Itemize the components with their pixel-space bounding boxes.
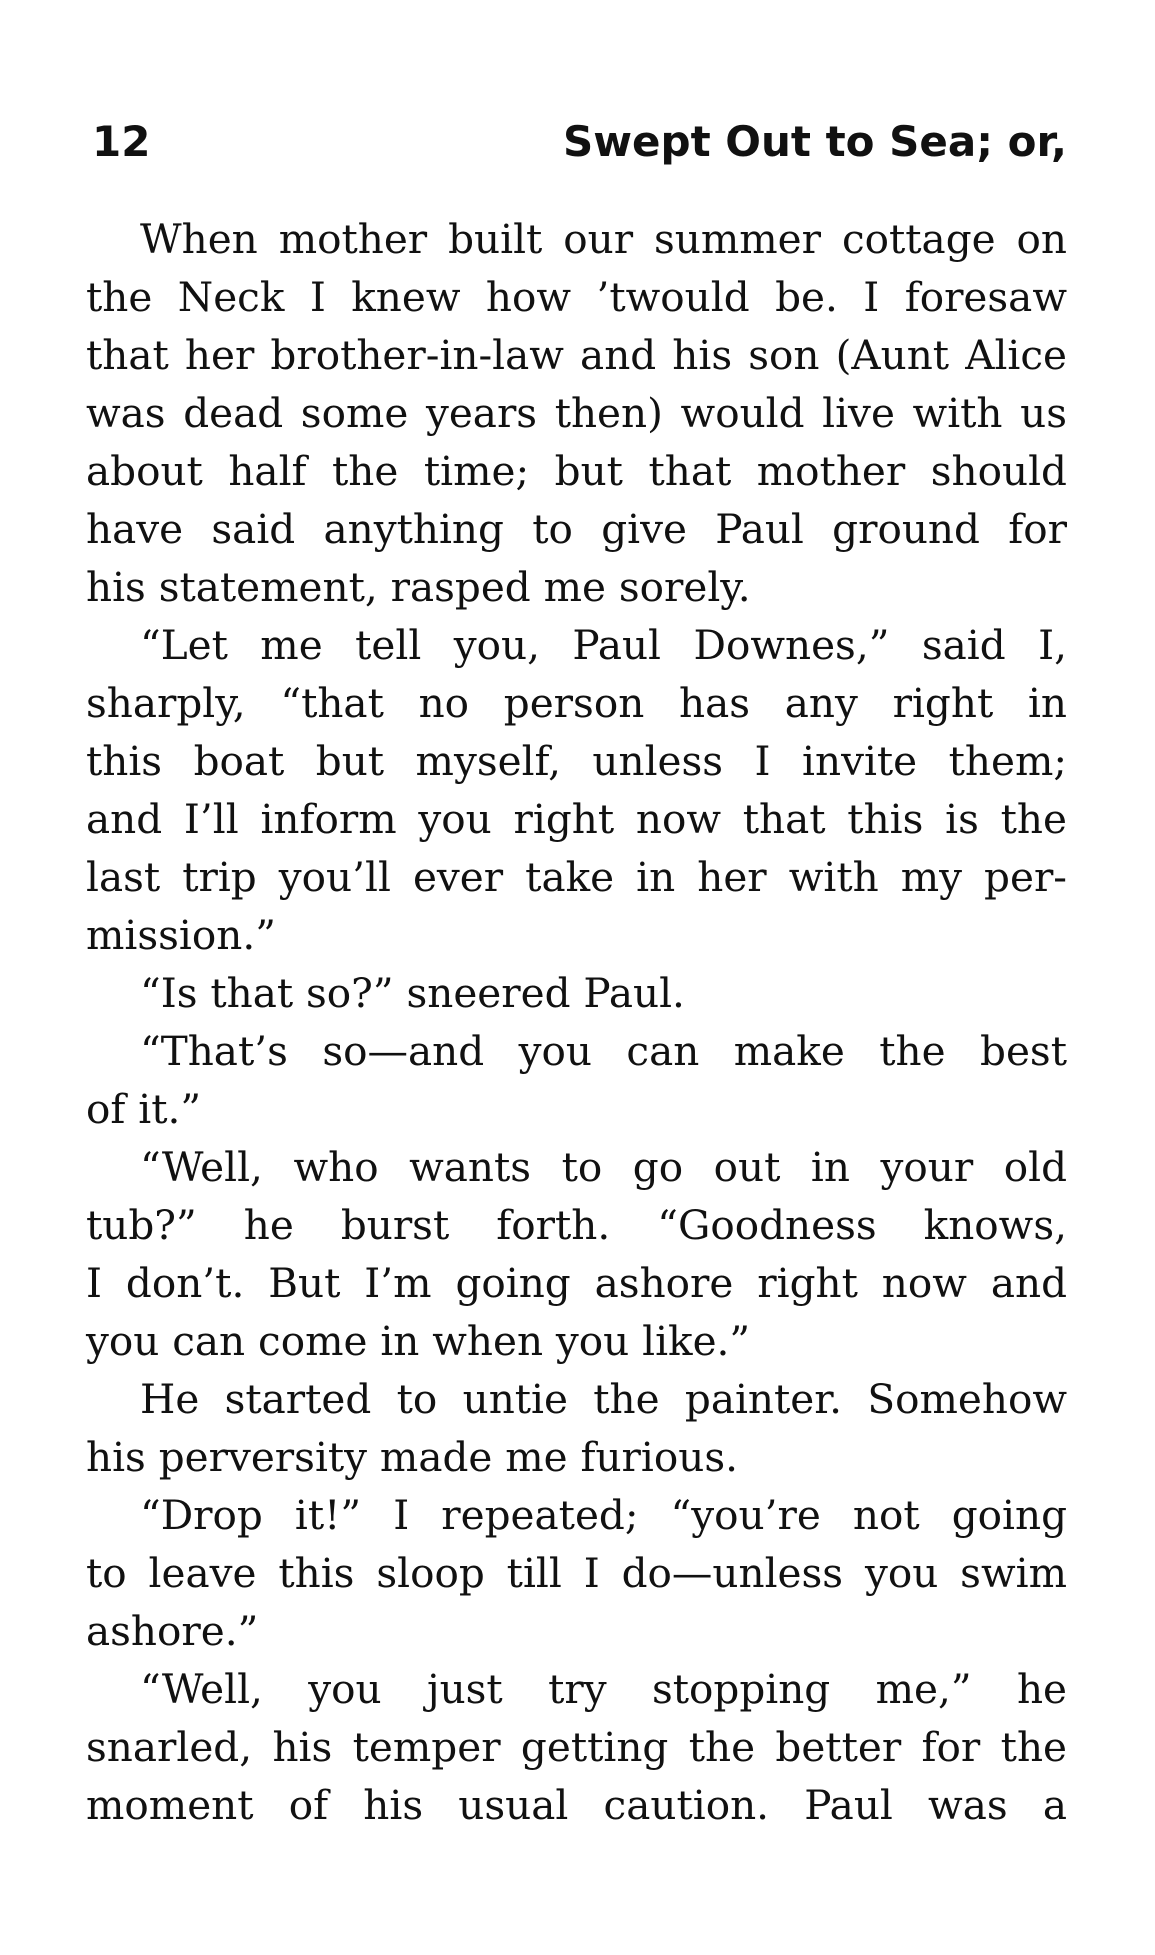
text-line: I don’t. But I’m going ashore right now and xyxy=(86,1259,1067,1307)
body-text xyxy=(86,210,1067,1834)
text-line: “Is that so?” sneered Paul. xyxy=(140,969,685,1017)
text-line: this boat but myself, unless I invite them; xyxy=(86,737,1067,785)
text-line: “Well, you just try stopping me,” he xyxy=(140,1665,1067,1713)
text-line: tub?” he burst forth. “Goodness knows, xyxy=(86,1201,1067,1249)
text-line: ashore.” xyxy=(86,1607,259,1655)
text-line: mission.” xyxy=(86,911,276,959)
page-number: 12 xyxy=(92,117,151,166)
text-line: “Drop it!” I repeated; “you’re not going xyxy=(140,1491,1067,1539)
text-line: have said anything to give Paul ground for xyxy=(86,505,1067,553)
text-line: “That’s so—and you can make the best xyxy=(140,1027,1067,1075)
text-line: his perversity made me furious. xyxy=(86,1433,738,1481)
text-line: When mother built our summer cottage on xyxy=(140,215,1067,263)
text-line: the Neck I knew how ’twould be. I foresaw xyxy=(86,273,1067,321)
text-line: snarled, his temper getting the better for the xyxy=(86,1723,1067,1771)
text-line: that her brother-in-law and his son (Aunt Alice xyxy=(86,331,1067,379)
running-title: Swept Out to Sea; or, xyxy=(563,117,1067,166)
text-line: last trip you’ll ever take in her with my per- xyxy=(86,853,1067,901)
text-line: about half the time; but that mother should xyxy=(86,447,1067,495)
text-line: of it.” xyxy=(86,1085,202,1133)
text-line: to leave this sloop till I do—unless you swim xyxy=(86,1549,1067,1597)
text-line: his statement, rasped me sorely. xyxy=(86,563,751,611)
text-line: moment of his usual caution. Paul was a xyxy=(86,1781,1067,1829)
text-line: sharply, “that no person has any right in xyxy=(86,679,1067,727)
text-line: and I’ll inform you right now that this is the xyxy=(86,795,1067,843)
text-line: He started to untie the painter. Somehow xyxy=(140,1375,1067,1423)
running-head xyxy=(92,112,1067,172)
text-line: “Let me tell you, Paul Downes,” said I, xyxy=(140,621,1067,669)
text-line: you can come in when you like.” xyxy=(86,1317,751,1365)
text-line: was dead some years then) would live with us xyxy=(86,389,1067,437)
text-line: “Well, who wants to go out in your old xyxy=(140,1143,1067,1191)
